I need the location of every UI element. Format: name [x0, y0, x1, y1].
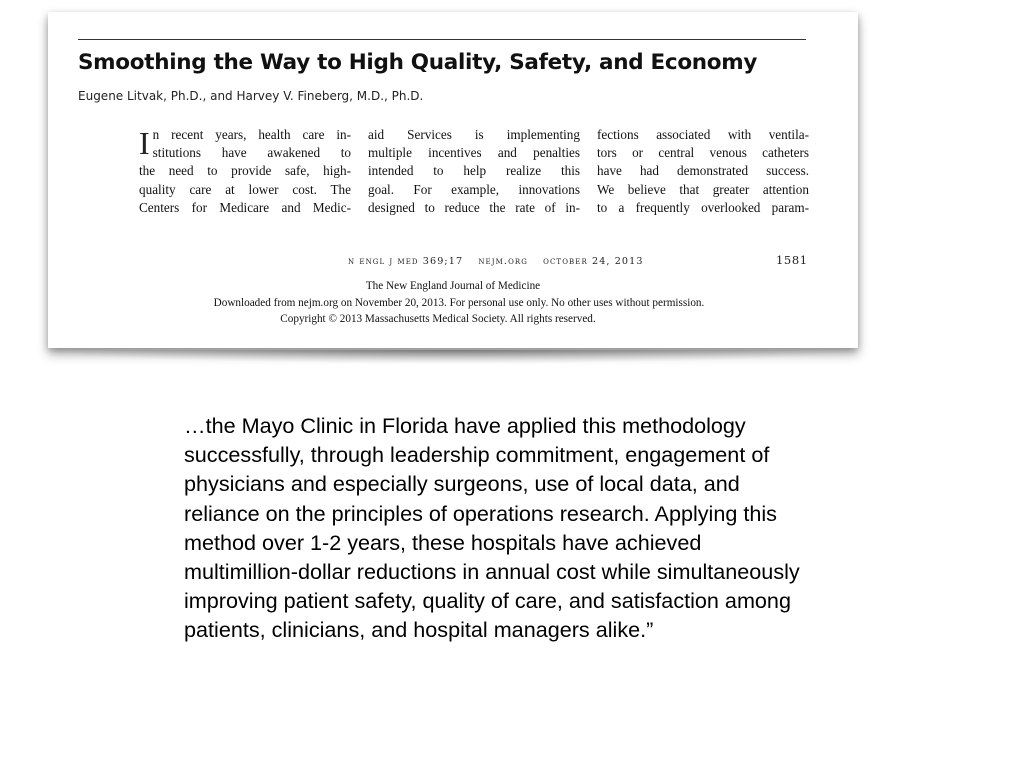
body-line: n recent years, health care in- [152, 127, 351, 142]
body-line: Centers for Medicare and Medic- [139, 199, 351, 215]
citation-date: october 24, 2013 [543, 256, 644, 267]
download-notice [48, 278, 858, 328]
quote-excerpt [184, 411, 884, 645]
quote-line: patients, clinicians, and hospital managers alike.” [184, 617, 654, 643]
citation-site: nejm.org [478, 256, 528, 267]
citation-volume: n engl j med 369;17 [348, 256, 464, 267]
journal-citation [348, 256, 655, 267]
quote-line: physicians and especially surgeons, use of local data, and [184, 471, 740, 497]
body-line: have had demonstrated success. [597, 163, 809, 179]
body-line: quality care at lower cost. The [139, 181, 351, 197]
article-column-2 [368, 126, 580, 217]
body-line: We believe that greater attention [597, 181, 809, 197]
quote-line: reliance on the principles of operations research. Applying this [184, 500, 777, 526]
quote-line: multimillion-dollar reductions in annual cost while simultaneously [184, 559, 800, 585]
body-line: fections associated with ventila- [597, 127, 809, 142]
body-line: intended to help realize this [368, 163, 580, 179]
page-number: 1581 [776, 253, 808, 267]
body-line: aid Services is implementing [368, 127, 580, 142]
article-body-columns [139, 126, 809, 217]
article-column-3 [597, 126, 809, 217]
article-column-1 [139, 126, 351, 217]
notice-journal: The New England Journal of Medicine [365, 280, 541, 292]
notice-copyright: Copyright © 2013 Massachusetts Medical Society. All rights reserved. [280, 313, 596, 325]
body-line: goal. For example, innovations [368, 181, 580, 197]
quote-line: …the Mayo Clinic in Florida have applied this methodology [184, 413, 746, 438]
title-rule [78, 39, 806, 40]
body-line: stitutions have awakened to [152, 145, 351, 161]
notice-download: Downloaded from nejm.org on November 20, 2013. For personal use only. No other uses without permission. [213, 296, 705, 309]
body-line: designed to reduce the rate of in- [368, 199, 580, 215]
quote-line: improving patient safety, quality of care, and satisfaction among [184, 588, 791, 614]
body-line: multiple incentives and penalties [368, 145, 580, 161]
body-line: the need to provide safe, high- [139, 163, 351, 179]
quote-line: method over 1-2 years, these hospitals have achieved [184, 529, 702, 555]
drop-cap: I [139, 125, 150, 161]
body-line: to a frequently overlooked param- [597, 199, 809, 215]
article-clipping [48, 12, 858, 348]
article-title: Smoothing the Way to High Quality, Safety, and Economy [78, 50, 758, 75]
body-line: tors or central venous catheters [597, 145, 809, 161]
article-authors: Eugene Litvak, Ph.D., and Harvey V. Fineberg, M.D., Ph.D. [78, 89, 424, 103]
quote-line: successfully, through leadership commitment, engagement of [184, 442, 770, 468]
